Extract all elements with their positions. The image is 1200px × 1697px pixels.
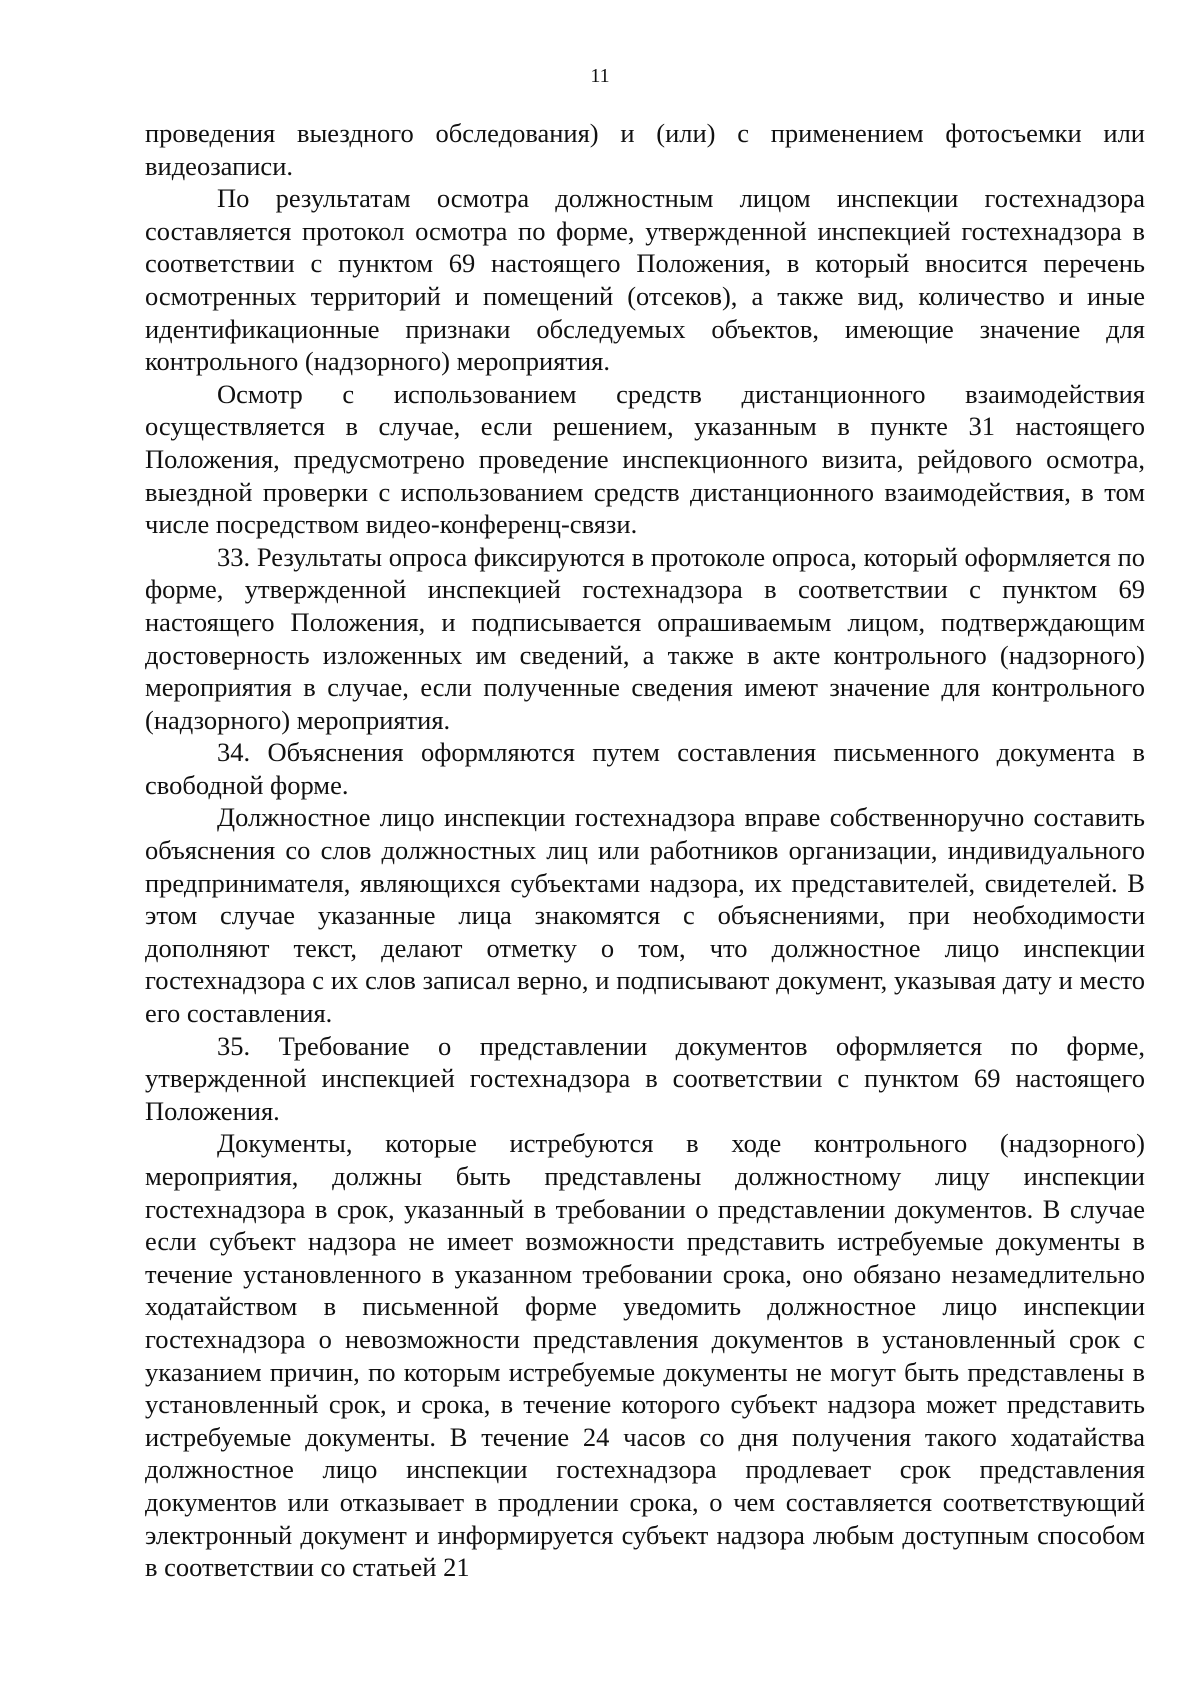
paragraph-inspection-protocol: По результатам осмотра должностным лицом инспекции гостехнадзора составляется протокол осмотра по форме, утвержденной инспекцией гостехнадзора в соответствии с пунктом 69 настоящего Положения, в который вносится перечень осмотренных территорий и помещений (отсеков), а также вид, количество и иные идентификационные признаки обследуемых объектов, имеющие значение для контрольного (надзорного) мероприятия. (145, 183, 1145, 377)
document-body (145, 117, 1145, 1584)
paragraph-item-34: 34. Объяснения оформляются путем составления письменного документа в свободной форме. (145, 737, 1145, 800)
paragraph-explanations: Должностное лицо инспекции гостехнадзора вправе собственноручно составить объяснения со слов должностных лиц или работников организации, индивидуального предпринимателя, являющихся субъектами надзора, их представителей, свидетелей. В этом случае указанные лица знакомятся с объяснениями, при необходимости дополняют текст, делают отметку о том, что должностное лицо инспекции гостехнадзора с их слов записал верно, и подписывают документ, указывая дату и место его составления. (145, 802, 1145, 1029)
page-number: 11 (590, 65, 610, 87)
paragraph-continuation: проведения выездного обследования) и (или) с применением фотосъемки или видеозаписи. (145, 118, 1145, 181)
paragraph-item-33: 33. Результаты опроса фиксируются в протоколе опроса, который оформляется по форме, утвержденной инспекцией гостехнадзора в соответствии с пунктом 69 настоящего Положения, и подписывается опрашиваемым лицом, подтверждающим достоверность изложенных им сведений, а также в акте контрольного (надзорного) мероприятия в случае, если полученные сведения имеют значение для контрольного (надзорного) мероприятия. (145, 541, 1145, 735)
paragraph-documents-request: Документы, которые истребуются в ходе контрольного (надзорного) мероприятия, должны быть представлены должностному лицу инспекции гостехнадзора в срок, указанный в требовании о представлении документов. В случае если субъект надзора не имеет возможности представить истребуемые документы в течение установленного в указанном требовании срока, оно обязано незамедлительно ходатайством в письменной форме уведомить должностное лицо инспекции гостехнадзора о невозможности представления документов в установленный срок с указанием причин, по которым истребуемые документы не могут быть представлены в установленный срок, и срока, в течение которого субъект надзора может представить истребуемые документы. В течение 24 часов со дня получения такого ходатайства должностное лицо инспекции гостехнадзора продлевает срок представления документов или отказывает в продлении срока, о чем составляется соответствующий электронный документ и информируется субъект надзора любым доступным способом в соответствии со статьей 21 (145, 1128, 1145, 1583)
paragraph-item-35: 35. Требование о представлении документов оформляется по форме, утвержденной инспекцией гостехнадзора в соответствии с пунктом 69 настоящего Положения. (145, 1030, 1145, 1126)
paragraph-remote-inspection: Осмотр с использованием средств дистанционного взаимодействия осуществляется в случае, если решением, указанным в пункте 31 настоящего Положения, предусмотрено проведение инспекционного визита, рейдового осмотра, выездной проверки с использованием средств дистанционного взаимодействия, в том числе посредством видео-конференц-связи. (145, 378, 1145, 540)
